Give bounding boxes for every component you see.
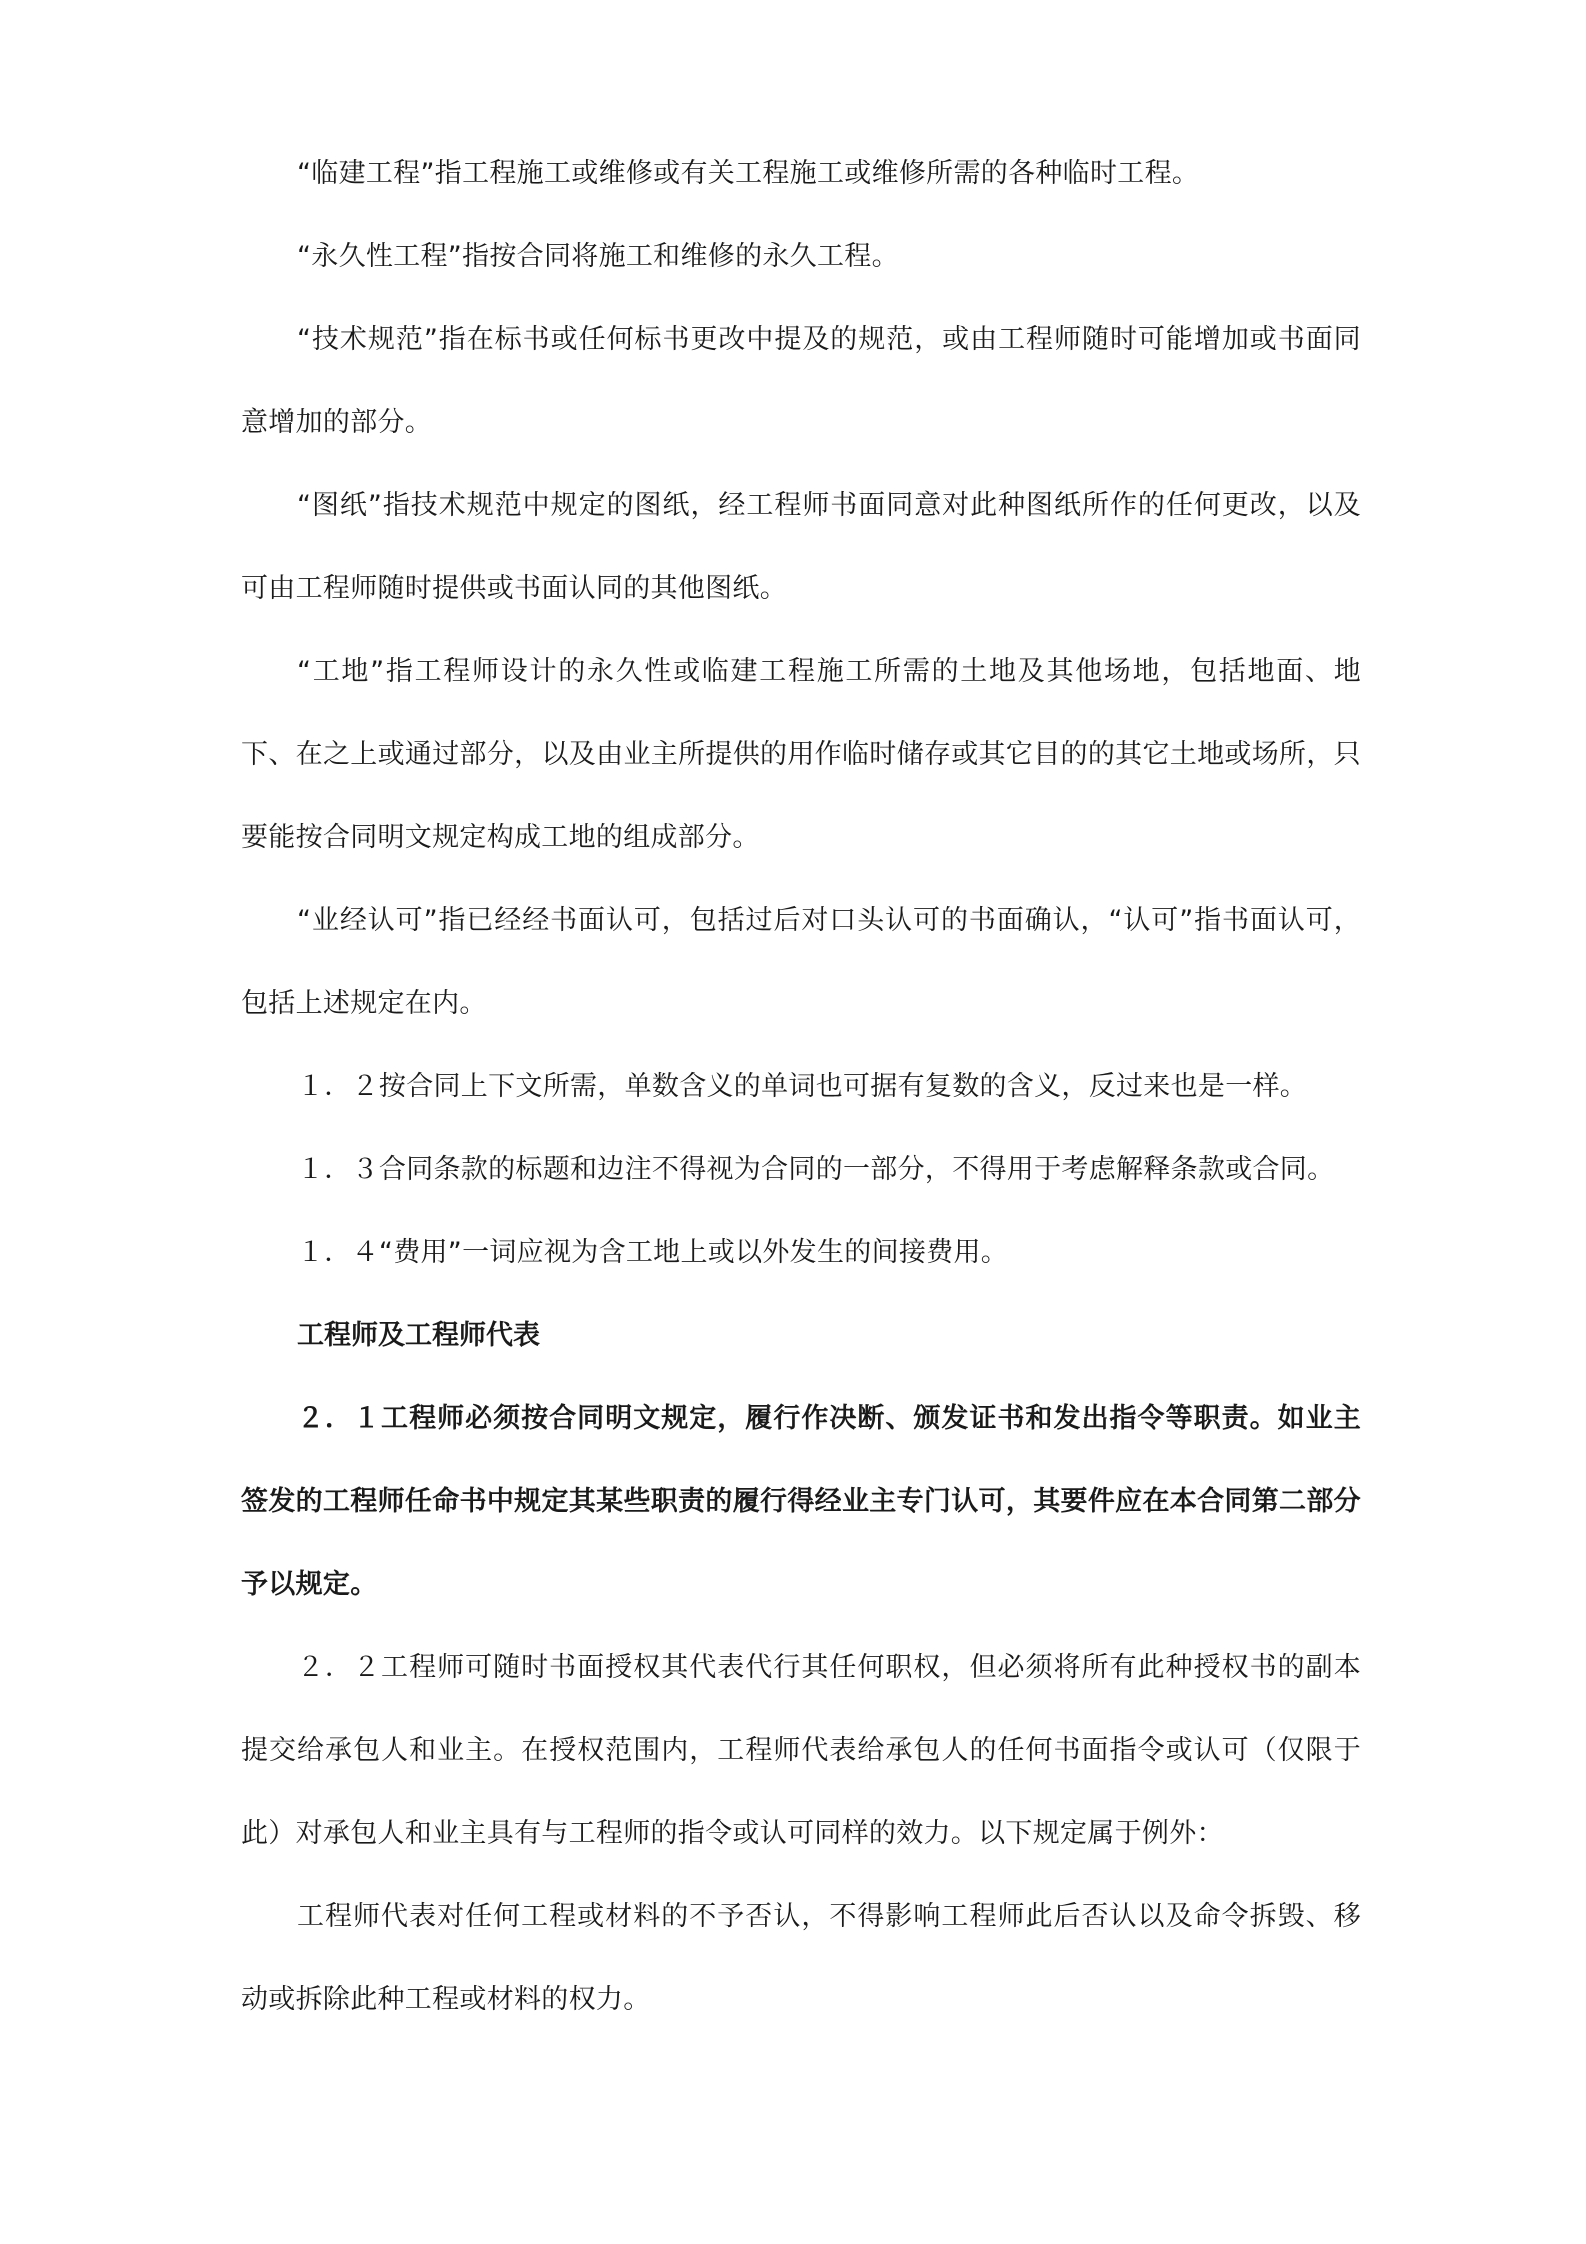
- clause-1-2: １．２按合同上下文所需，单数含义的单词也可据有复数的含义，反过来也是一样。: [297, 1071, 1308, 1102]
- definition-permanent-works: “永久性工程”指按合同将施工和维修的永久工程。: [297, 241, 899, 272]
- clause-1-4: １．４“费用”一词应视为含工地上或以外发生的间接费用。: [297, 1237, 1009, 1268]
- clause-2-2: ２．２工程师可随时书面授权其代表代行其任何职权，但必须将所有此种授权书的副本提交给承包人和业主。在授权范围内，工程师代表给承包人的任何书面指令或认可（仅限于此）对承包人和业主具有与工程师的指令或认可同样的效力。以下规定属于例外：: [241, 1652, 1361, 1849]
- definition-specification: “技术规范”指在标书或任何标书更改中提及的规范，或由工程师随时可能增加或书面同意增加的部分。: [241, 324, 1361, 438]
- definition-approved: “业经认可”指已经经书面认可，包括过后对口头认可的书面确认，“认可”指书面认可，包括上述规定在内。: [241, 905, 1361, 1019]
- clause-2-2-exception: 工程师代表对任何工程或材料的不予否认，不得影响工程师此后否认以及命令拆毁、移动或拆除此种工程或材料的权力。: [241, 1901, 1361, 2015]
- clause-2-1: ２．１工程师必须按合同明文规定，履行作决断、颁发证书和发出指令等职责。如业主签发的工程师任命书中规定其某些职责的履行得经业主专门认可，其要件应在本合同第二部分予以规定。: [241, 1403, 1361, 1600]
- definition-drawings: “图纸”指技术规范中规定的图纸，经工程师书面同意对此种图纸所作的任何更改，以及可由工程师随时提供或书面认同的其他图纸。: [241, 490, 1361, 604]
- document-body: [241, 132, 1361, 2041]
- clause-1-3: １．３合同条款的标题和边注不得视为合同的一部分，不得用于考虑解释条款或合同。: [297, 1154, 1335, 1185]
- definition-site: “工地”指工程师设计的永久性或临建工程施工所需的土地及其他场地，包括地面、地下、在之上或通过部分，以及由业主所提供的用作临时储存或其它目的的其它土地或场所，只要能按合同明文规定构成工地的组成部分。: [241, 656, 1361, 853]
- definition-temporary-works: “临建工程”指工程施工或维修或有关工程施工或维修所需的各种临时工程。: [297, 158, 1200, 189]
- section-heading-engineer: 工程师及工程师代表: [297, 1320, 540, 1351]
